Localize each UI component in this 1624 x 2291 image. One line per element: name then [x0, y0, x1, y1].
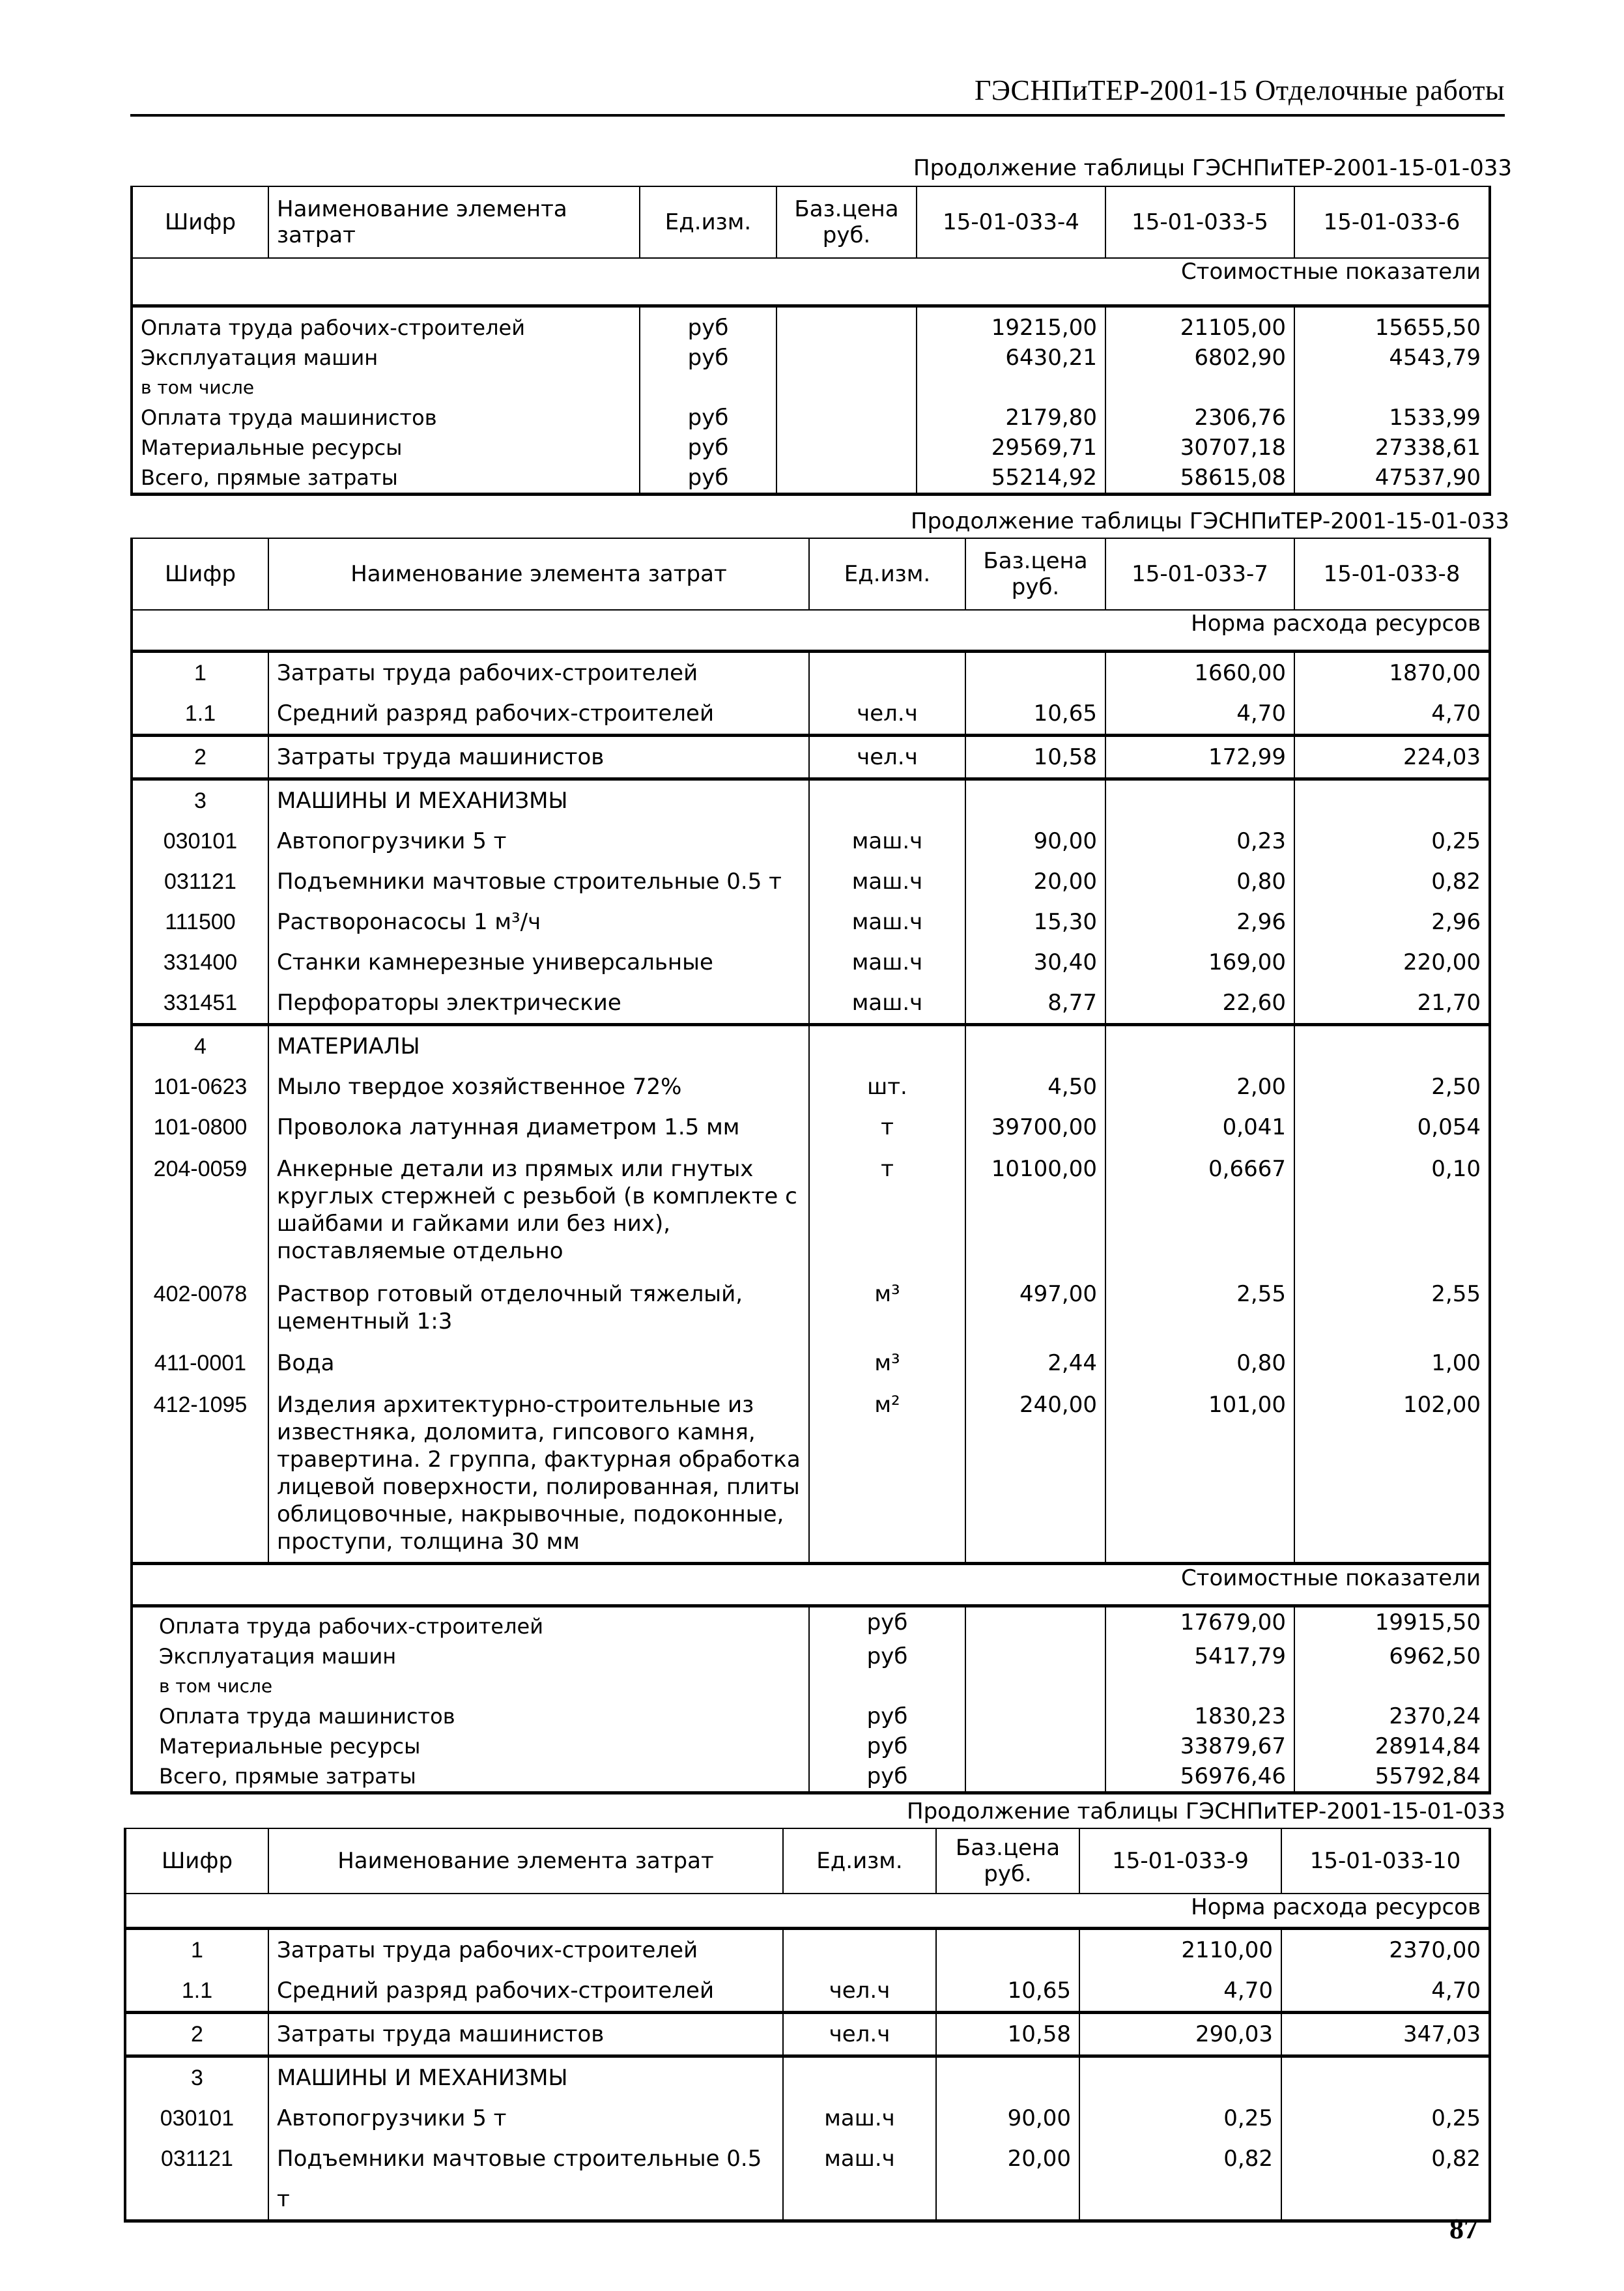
resource-unit: т: [809, 1107, 965, 1147]
resource-group-row: [125, 2056, 1490, 2099]
cost-label: Оплата труда рабочих-строителей: [132, 306, 640, 343]
cost-price: [776, 433, 917, 463]
cost-row: [132, 1671, 1490, 1701]
resource-unit: маш.ч: [809, 902, 965, 942]
table1-header-row: [132, 186, 1490, 258]
resource-value: 2,50: [1294, 1067, 1490, 1107]
cost-price: [965, 1606, 1105, 1642]
resource-code: 1.1: [125, 1970, 268, 2013]
table2-section-row: [132, 610, 1490, 652]
cost-row: [132, 1761, 1490, 1793]
cost-price: [965, 1761, 1105, 1793]
resource-price: 39700,00: [965, 1107, 1105, 1147]
cost-label: Материальные ресурсы: [132, 433, 640, 463]
resource-name: Средний разряд рабочих-строителей: [268, 1970, 783, 2013]
resource-value: 169,00: [1105, 942, 1294, 983]
cost-price: [776, 403, 917, 433]
cost-value: 27338,61: [1294, 433, 1490, 463]
col-header-unit: Ед.изм.: [640, 186, 776, 258]
resource-value: 0,25: [1079, 2098, 1281, 2139]
resource-price: 90,00: [936, 2098, 1079, 2139]
col-header-norm-1: 15-01-033-9: [1079, 1828, 1281, 1894]
cost-unit: руб: [640, 403, 776, 433]
section-label: Норма расхода ресурсов: [125, 1894, 1490, 1929]
resource-unit: [809, 779, 965, 822]
resource-value: 0,10: [1294, 1147, 1490, 1273]
col-header-norm-2: 15-01-033-10: [1281, 1828, 1490, 1894]
resource-name: Анкерные детали из прямых или гнутых круглых стержней с резьбой (в комплекте с шайбами и гайками или без них), поставляемые отдельно: [268, 1147, 809, 1273]
resource-row: [125, 2139, 1490, 2221]
cost-value: 47537,90: [1294, 463, 1490, 495]
resource-code: 1.1: [132, 693, 268, 736]
resource-row: [125, 2013, 1490, 2056]
col-header-unit: Ед.изм.: [809, 538, 965, 610]
cost-value: 30707,18: [1105, 433, 1294, 463]
resource-row: [132, 1273, 1490, 1342]
resource-price: 240,00: [965, 1383, 1105, 1564]
resource-row: [132, 1383, 1490, 1564]
col-header-norm-2: 15-01-033-8: [1294, 538, 1490, 610]
resource-name: Раствор готовый отделочный тяжелый, цементный 1:3: [268, 1273, 809, 1342]
table3-header-row: [125, 1828, 1490, 1894]
resource-value: 0,82: [1079, 2139, 1281, 2221]
cost-unit: руб: [809, 1606, 965, 1642]
section-label: Стоимостные показатели: [132, 258, 1490, 306]
col-header-price: Баз.цена руб.: [965, 538, 1105, 610]
col-header-code: Шифр: [125, 1828, 268, 1894]
resource-row: [132, 821, 1490, 861]
cost-value: 58615,08: [1105, 463, 1294, 495]
resource-code: 030101: [125, 2098, 268, 2139]
cost-unit: руб: [640, 463, 776, 495]
resource-value: 2370,00: [1281, 1929, 1490, 1971]
col-header-unit: Ед.изм.: [783, 1828, 936, 1894]
resource-name: Затраты труда машинистов: [268, 2013, 783, 2056]
cost-value: 55792,84: [1294, 1761, 1490, 1793]
cost-value: 2179,80: [917, 403, 1105, 433]
resource-row: [132, 652, 1490, 694]
resource-name: Средний разряд рабочих-строителей: [268, 693, 809, 736]
resource-row: [125, 1970, 1490, 2013]
col-header-name: Наименование элемента затрат: [268, 186, 640, 258]
cost-price: [776, 373, 917, 403]
resource-value: 347,03: [1281, 2013, 1490, 2056]
cost-row: [132, 1731, 1490, 1761]
resource-value: 0,25: [1281, 2098, 1490, 2139]
cost-value: 21105,00: [1105, 306, 1294, 343]
cost-unit: руб: [809, 1761, 965, 1793]
col-header-norm-1: 15-01-033-7: [1105, 538, 1294, 610]
section-label: Норма расхода ресурсов: [132, 610, 1490, 652]
resource-group-name: МАШИНЫ И МЕХАНИЗМЫ: [268, 2056, 783, 2099]
resource-price: [936, 1929, 1079, 1971]
resource-code: 031121: [132, 861, 268, 902]
cost-row: [132, 1606, 1490, 1642]
table3-caption: Продолжение таблицы ГЭСНПиТЕР-2001-15-01-033: [907, 1798, 1506, 1824]
col-header-norm-1: 15-01-033-4: [917, 186, 1105, 258]
resource-value: 102,00: [1294, 1383, 1490, 1564]
resource-price: 20,00: [965, 861, 1105, 902]
resource-unit: маш.ч: [783, 2139, 936, 2221]
cost-value: 29569,71: [917, 433, 1105, 463]
resource-unit: [783, 1929, 936, 1971]
resource-name: Затраты труда рабочих-строителей: [268, 1929, 783, 1971]
resource-price: [936, 2056, 1079, 2099]
resource-code: 101-0623: [132, 1067, 268, 1107]
resource-unit: маш.ч: [783, 2098, 936, 2139]
cost-unit: руб: [809, 1701, 965, 1731]
resource-code: 101-0800: [132, 1107, 268, 1147]
cost-value: 56976,46: [1105, 1761, 1294, 1793]
cost-value: 15655,50: [1294, 306, 1490, 343]
resource-price: 10,58: [965, 736, 1105, 779]
resource-unit: чел.ч: [809, 693, 965, 736]
resource-value: 1,00: [1294, 1342, 1490, 1383]
resource-name: Перфораторы электрические: [268, 983, 809, 1025]
resource-code: 2: [132, 736, 268, 779]
resource-value: 0,6667: [1105, 1147, 1294, 1273]
resource-value: [1105, 779, 1294, 822]
resource-code: 1: [125, 1929, 268, 1971]
cost-value: 19915,50: [1294, 1606, 1490, 1642]
resource-value: 4,70: [1079, 1970, 1281, 2013]
cost-row: [132, 433, 1490, 463]
cost-value: 4543,79: [1294, 343, 1490, 373]
resource-value: [1294, 779, 1490, 822]
table1-section-row: [132, 258, 1490, 306]
cost-label: Материальные ресурсы: [132, 1731, 809, 1761]
resource-value: [1079, 2056, 1281, 2099]
resource-value: 1870,00: [1294, 652, 1490, 694]
resource-code: 3: [132, 779, 268, 822]
page-header: [130, 68, 1505, 117]
resource-price: 2,44: [965, 1342, 1105, 1383]
table2: [130, 538, 1491, 1794]
section-label: Стоимостные показатели: [132, 1564, 1490, 1606]
cost-label: Эксплуатация машин: [132, 343, 640, 373]
resource-price: 497,00: [965, 1273, 1105, 1342]
resource-code: 111500: [132, 902, 268, 942]
resource-value: [1105, 1025, 1294, 1067]
cost-row: [132, 306, 1490, 343]
page-header-title: ГЭСНПиТЕР-2001-15 Отделочные работы: [974, 74, 1505, 106]
resource-name: Растворонасосы 1 м³/ч: [268, 902, 809, 942]
resource-row: [132, 693, 1490, 736]
resource-row: [132, 736, 1490, 779]
table2-cost-section-row: [132, 1564, 1490, 1606]
resource-unit: м²: [809, 1383, 965, 1564]
resource-name: Подъемники мачтовые строительные 0.5 т: [268, 2139, 783, 2221]
resource-value: 4,70: [1281, 1970, 1490, 2013]
resource-value: 0,82: [1294, 861, 1490, 902]
resource-row: [132, 861, 1490, 902]
resource-code: 402-0078: [132, 1273, 268, 1342]
resource-unit: [809, 652, 965, 694]
resource-value: 0,80: [1105, 1342, 1294, 1383]
cost-price: [965, 1641, 1105, 1671]
resource-value: 2,55: [1294, 1273, 1490, 1342]
resource-name: Автопогрузчики 5 т: [268, 2098, 783, 2139]
resource-code: 3: [125, 2056, 268, 2099]
resource-price: 10,58: [936, 2013, 1079, 2056]
cost-value: 2370,24: [1294, 1701, 1490, 1731]
col-header-code: Шифр: [132, 186, 268, 258]
cost-value: 6802,90: [1105, 343, 1294, 373]
col-header-price: Баз.цена руб.: [936, 1828, 1079, 1894]
resource-value: 22,60: [1105, 983, 1294, 1025]
resource-value: 4,70: [1105, 693, 1294, 736]
cost-price: [776, 343, 917, 373]
resource-code: 411-0001: [132, 1342, 268, 1383]
col-header-norm-3: 15-01-033-6: [1294, 186, 1490, 258]
table2-header-row: [132, 538, 1490, 610]
resource-value: 0,82: [1281, 2139, 1490, 2221]
resource-unit: [809, 1025, 965, 1067]
cost-label: Оплата труда машинистов: [132, 1701, 809, 1731]
resource-value: 0,054: [1294, 1107, 1490, 1147]
table2-caption: Продолжение таблицы ГЭСНПиТЕР-2001-15-01-033: [911, 508, 1510, 534]
resource-group-row: [132, 779, 1490, 822]
resource-unit: маш.ч: [809, 983, 965, 1025]
col-header-name: Наименование элемента затрат: [268, 1828, 783, 1894]
table1: [130, 186, 1491, 496]
cost-label: в том числе: [132, 1671, 809, 1701]
table3: [124, 1828, 1491, 2223]
resource-price: 10100,00: [965, 1147, 1105, 1273]
page-number: 87: [1449, 2213, 1478, 2245]
resource-code: 2: [125, 2013, 268, 2056]
cost-value: [1105, 1671, 1294, 1701]
resource-price: 4,50: [965, 1067, 1105, 1107]
resource-unit: маш.ч: [809, 821, 965, 861]
col-header-price: Баз.цена руб.: [776, 186, 917, 258]
resource-code: 031121: [125, 2139, 268, 2221]
resource-value: 4,70: [1294, 693, 1490, 736]
cost-price: [776, 306, 917, 343]
cost-price: [965, 1671, 1105, 1701]
resource-row: [132, 1342, 1490, 1383]
cost-row: [132, 1701, 1490, 1731]
resource-value: 220,00: [1294, 942, 1490, 983]
resource-value: 2,00: [1105, 1067, 1294, 1107]
resource-name: Вода: [268, 1342, 809, 1383]
cost-value: 2306,76: [1105, 403, 1294, 433]
resource-unit: м³: [809, 1342, 965, 1383]
cost-value: 5417,79: [1105, 1641, 1294, 1671]
cost-label: Всего, прямые затраты: [132, 463, 640, 495]
cost-price: [776, 463, 917, 495]
resource-price: 8,77: [965, 983, 1105, 1025]
col-header-name: Наименование элемента затрат: [268, 538, 809, 610]
table3-section-row: [125, 1894, 1490, 1929]
resource-value: 2,96: [1105, 902, 1294, 942]
resource-name: Мыло твердое хозяйственное 72%: [268, 1067, 809, 1107]
resource-value: 0,80: [1105, 861, 1294, 902]
resource-code: 412-1095: [132, 1383, 268, 1564]
resource-value: [1281, 2056, 1490, 2099]
resource-price: [965, 652, 1105, 694]
cost-price: [965, 1731, 1105, 1761]
cost-value: 1533,99: [1294, 403, 1490, 433]
cost-unit: руб: [640, 306, 776, 343]
cost-row: [132, 373, 1490, 403]
resource-code: 331451: [132, 983, 268, 1025]
resource-price: 10,65: [936, 1970, 1079, 2013]
cost-value: 6430,21: [917, 343, 1105, 373]
resource-unit: чел.ч: [783, 1970, 936, 2013]
cost-value: 6962,50: [1294, 1641, 1490, 1671]
resource-name: Подъемники мачтовые строительные 0.5 т: [268, 861, 809, 902]
resource-price: 20,00: [936, 2139, 1079, 2221]
resource-group-name: МАТЕРИАЛЫ: [268, 1025, 809, 1067]
cost-label: Эксплуатация машин: [132, 1641, 809, 1671]
cost-row: [132, 463, 1490, 495]
cost-label: в том числе: [132, 373, 640, 403]
resource-code: 1: [132, 652, 268, 694]
resource-price: 90,00: [965, 821, 1105, 861]
resource-name: Изделия архитектурно-строительные из известняка, доломита, гипсового камня, травертина. 2 группа, фактурная обработка лицевой поверхности, полированная, плиты облицовочные, накрывочные, подоконные, проступи, толщина 30 мм: [268, 1383, 809, 1564]
resource-code: 204-0059: [132, 1147, 268, 1273]
resource-value: 172,99: [1105, 736, 1294, 779]
resource-price: 15,30: [965, 902, 1105, 942]
resource-unit: маш.ч: [809, 942, 965, 983]
col-header-code: Шифр: [132, 538, 268, 610]
cost-unit: [809, 1671, 965, 1701]
resource-row: [132, 983, 1490, 1025]
resource-row: [132, 1067, 1490, 1107]
resource-value: 2110,00: [1079, 1929, 1281, 1971]
cost-unit: руб: [809, 1731, 965, 1761]
resource-name: Затраты труда машинистов: [268, 736, 809, 779]
cost-value: [917, 373, 1105, 403]
resource-unit: т: [809, 1147, 965, 1273]
resource-price: 10,65: [965, 693, 1105, 736]
resource-name: Затраты труда рабочих-строителей: [268, 652, 809, 694]
cost-row: [132, 403, 1490, 433]
col-header-norm-2: 15-01-033-5: [1105, 186, 1294, 258]
resource-unit: чел.ч: [809, 736, 965, 779]
cost-value: 17679,00: [1105, 1606, 1294, 1642]
resource-value: 21,70: [1294, 983, 1490, 1025]
table1-caption: Продолжение таблицы ГЭСНПиТЕР-2001-15-01-033: [913, 155, 1513, 181]
resource-unit: чел.ч: [783, 2013, 936, 2056]
cost-value: [1294, 1671, 1490, 1701]
cost-label: Оплата труда рабочих-строителей: [132, 1606, 809, 1642]
resource-value: 224,03: [1294, 736, 1490, 779]
cost-unit: руб: [640, 343, 776, 373]
resource-name: Проволока латунная диаметром 1.5 мм: [268, 1107, 809, 1147]
resource-group-row: [132, 1025, 1490, 1067]
cost-value: [1294, 373, 1490, 403]
resource-code: 030101: [132, 821, 268, 861]
resource-group-name: МАШИНЫ И МЕХАНИЗМЫ: [268, 779, 809, 822]
resource-code: 4: [132, 1025, 268, 1067]
resource-unit: м³: [809, 1273, 965, 1342]
cost-value: [1105, 373, 1294, 403]
resource-price: [965, 1025, 1105, 1067]
resource-value: 0,25: [1294, 821, 1490, 861]
cost-unit: руб: [640, 433, 776, 463]
resource-value: 2,55: [1105, 1273, 1294, 1342]
resource-row: [132, 1147, 1490, 1273]
resource-name: Станки камнерезные универсальные: [268, 942, 809, 983]
resource-value: 290,03: [1079, 2013, 1281, 2056]
resource-unit: шт.: [809, 1067, 965, 1107]
cost-row: [132, 1641, 1490, 1671]
resource-value: 2,96: [1294, 902, 1490, 942]
resource-value: [1294, 1025, 1490, 1067]
cost-price: [965, 1701, 1105, 1731]
cost-value: 19215,00: [917, 306, 1105, 343]
resource-value: 0,23: [1105, 821, 1294, 861]
resource-row: [132, 902, 1490, 942]
resource-value: 0,041: [1105, 1107, 1294, 1147]
cost-unit: руб: [809, 1641, 965, 1671]
cost-value: 1830,23: [1105, 1701, 1294, 1731]
cost-value: 28914,84: [1294, 1731, 1490, 1761]
cost-row: [132, 343, 1490, 373]
resource-unit: [783, 2056, 936, 2099]
cost-value: 33879,67: [1105, 1731, 1294, 1761]
cost-label: Оплата труда машинистов: [132, 403, 640, 433]
cost-value: 55214,92: [917, 463, 1105, 495]
resource-value: 1660,00: [1105, 652, 1294, 694]
cost-unit: [640, 373, 776, 403]
resource-row: [132, 1107, 1490, 1147]
resource-code: 331400: [132, 942, 268, 983]
resource-price: 30,40: [965, 942, 1105, 983]
resource-unit: маш.ч: [809, 861, 965, 902]
resource-price: [965, 779, 1105, 822]
resource-row: [125, 2098, 1490, 2139]
resource-row: [132, 942, 1490, 983]
resource-value: 101,00: [1105, 1383, 1294, 1564]
resource-name: Автопогрузчики 5 т: [268, 821, 809, 861]
resource-row: [125, 1929, 1490, 1971]
cost-label: Всего, прямые затраты: [132, 1761, 809, 1793]
